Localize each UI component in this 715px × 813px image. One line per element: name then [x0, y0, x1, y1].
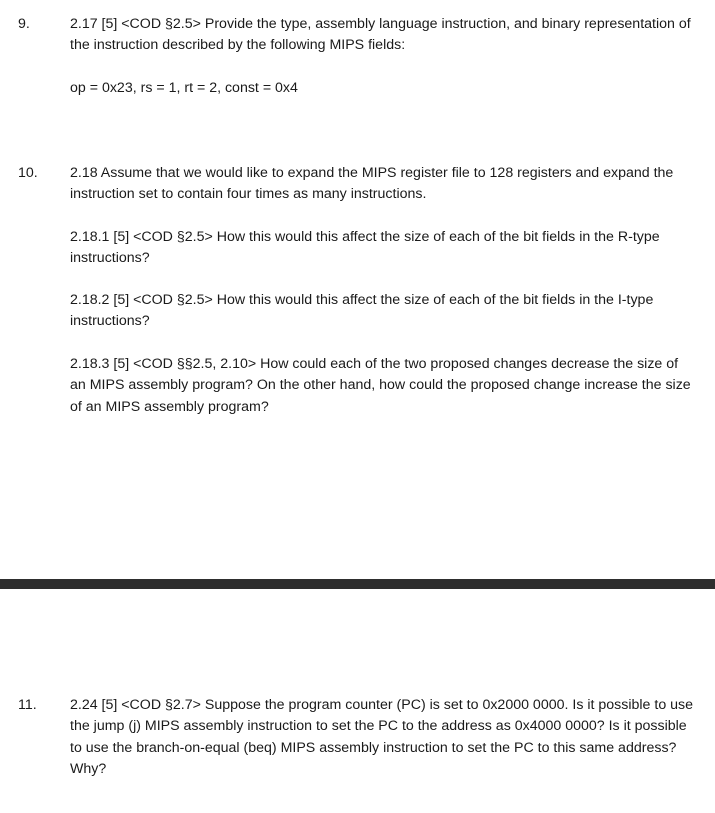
question-11-number: 11.	[18, 697, 37, 713]
question-10-number: 10.	[18, 165, 38, 181]
question-10-intro: 2.18 Assume that we would like to expand the MIPS register file to 128 registers and expand the instruction set to contain four times as many instructions.	[70, 165, 674, 203]
question-10-part-1: 2.18.1 [5] <COD §2.5> How this would this affect the size of each of the bit fields in the R-type instructions?	[70, 229, 660, 267]
question-9-number: 9.	[18, 16, 30, 32]
question-9-prompt: 2.17 [5] <COD §2.5> Provide the type, assembly language instruction, and binary representation of the instruction described by the following MIPS fields:	[70, 16, 691, 54]
question-11-prompt: 2.24 [5] <COD §2.7> Suppose the program counter (PC) is set to 0x2000 0000. Is it possible to use the jump (j) MIPS assembly instruction to set the PC to the address as 0x4000 0000? Is it possible to use the branch-on-equal (beq) MIPS assembly instruction to set the PC to this same address? Why?	[70, 697, 694, 777]
question-10-part-2: 2.18.2 [5] <COD §2.5> How this would this affect the size of each of the bit fields in the I-type instructions?	[70, 292, 654, 330]
question-9-fields: op = 0x23, rs = 1, rt = 2, const = 0x4	[70, 80, 298, 96]
page-divider	[0, 579, 715, 589]
question-10-part-3: 2.18.3 [5] <COD §§2.5, 2.10> How could each of the two proposed changes decrease the size of an MIPS assembly program? On the other hand, how could the proposed change increase the size of an MIPS assembly program?	[70, 356, 691, 415]
